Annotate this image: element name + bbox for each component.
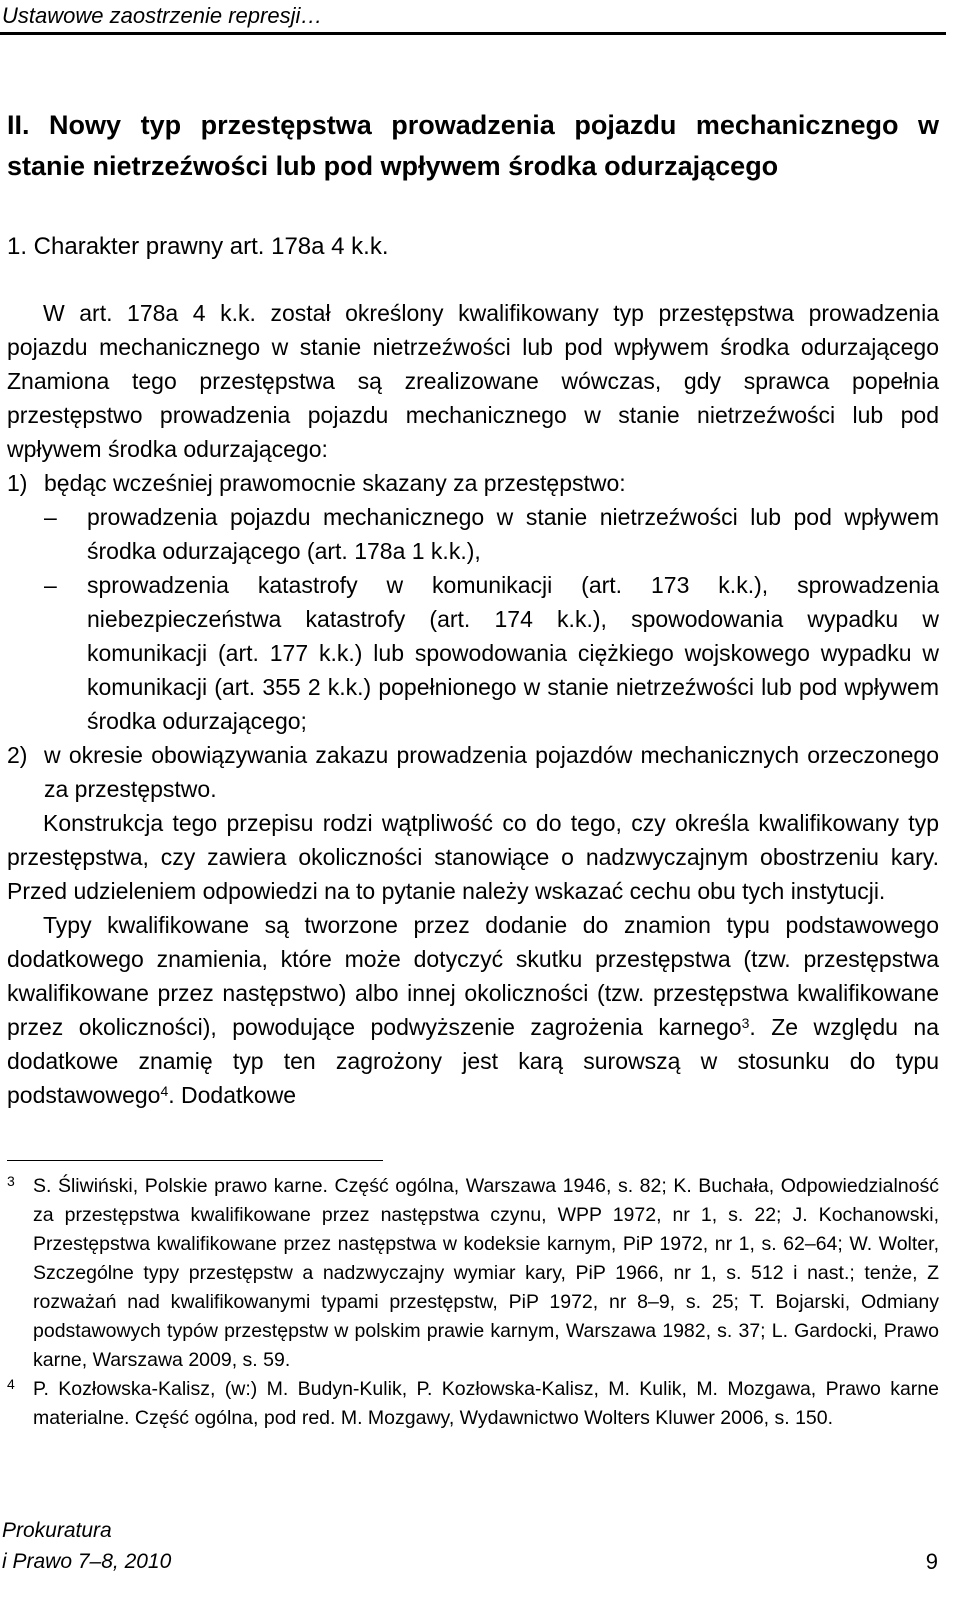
main-content — [7, 105, 939, 1112]
footnote-ref-4[interactable]: 4 — [160, 1083, 169, 1099]
paragraph-3-part1: Typy kwalifikowane są tworzone przez dodanie do znamion typu podstawowego dodatkowego znamienia, które może dotyczyć skutku przestępstwa (tzw. przestępstwa kwalifikowane przez następstwo) albo innej okoliczności (tzw. przestępstwa kwalifikowane przez okoliczności), powodujące podwyższenie zagrożenia karnego — [7, 912, 939, 1040]
section-title: II. Nowy typ przestępstwa prowadzenia pojazdu mechanicznego w stanie nietrzeźwości lub pod wpływem środka odurzającego — [7, 110, 939, 181]
journal-name — [2, 1515, 171, 1577]
footnote-number: 4 — [7, 1376, 15, 1392]
sub-list-item-text: prowadzenia pojazdu mechanicznego w stanie nietrzeźwości lub pod wpływem środka odurzającego (art. 178a 1 k.k.), — [87, 504, 939, 564]
journal-line-1: Prokuratura — [2, 1519, 112, 1542]
paragraph-3-part2: . Ze względu na dodatkowe znamię typ ten zagrożony jest karą surowszą w stosunku do typu podstawowego — [7, 1014, 939, 1108]
intro-paragraph: W art. 178a 4 k.k. został określony kwalifikowany typ przestępstwa prowadzenia pojazdu mechanicznego w stanie nietrzeźwości lub pod wpływem środka odurzającego Znamiona tego przestępstwa są zrealizowane wówczas, gdy sprawca popełnia przestępstwo prowadzenia pojazdu mechanicznego w stanie nietrzeźwości lub pod wpływem środka odurzającego: — [7, 300, 939, 462]
footnote-text: P. Kozłowska-Kalisz, (w:) M. Budyn-Kulik, P. Kozłowska-Kalisz, M. Kulik, M. Mozgawa, Prawo karne materialne. Część ogólna, pod red. M. Mozgawy, Wydawnictwo Wolters Kluwer 2006, s. 150. — [33, 1378, 939, 1429]
footnote-ref-3[interactable]: 3 — [741, 1015, 750, 1031]
subsection-title: 1. Charakter prawny art. 178a 4 k.k. — [7, 233, 389, 260]
list-item-text: będąc wcześniej prawomocnie skazany za przestępstwo: — [44, 470, 626, 496]
list-item-marker: 1) — [7, 470, 28, 496]
list-item-2 — [7, 738, 939, 806]
list-item-1 — [7, 466, 939, 500]
page-number: 9 — [925, 1549, 938, 1574]
running-head-text: Ustawowe zaostrzenie represji… — [2, 3, 323, 28]
page-footer — [0, 1515, 946, 1595]
journal-line-2: i Prawo 7–8, 2010 — [2, 1550, 172, 1573]
list-item-marker: 2) — [7, 742, 28, 768]
footnote-separator — [7, 1160, 383, 1161]
footnote-number: 3 — [7, 1173, 15, 1189]
footnotes — [7, 1172, 939, 1433]
body-text — [7, 296, 939, 1112]
footnote-4 — [7, 1375, 939, 1433]
footnote-text: S. Śliwiński, Polskie prawo karne. Część ogólna, Warszawa 1946, s. 82; K. Buchała, Odpowiedzialność za przestępstwa kwalifikowane przez następstwa czynu, WPP 1972, nr 1, s. 22; J. Kochanowski, Przestępstwa kwalifikowane przez następstwa w kodeksie karnym, PiP 1972, nr 1, s. 62–64; W. Wolter, Szczególne typy przestępstw a nadzwyczajny wymiar kary, PiP 1966, nr 1, s. 512 i nast.; tenże, Z rozważań nad kwalifikowanymi typami przestępstw, PiP 1972, nr 8–9, s. 25; T. Bojarski, Odmiany podstawowych typów przestępstw w polskim prawie karnym, Warszawa 1982, s. 37; L. Gardocki, Prawo karne, Warszawa 2009, s. 59. — [33, 1175, 939, 1371]
running-head — [0, 2, 946, 35]
sub-list-item-text: sprowadzenia katastrofy w komunikacji (art. 173 k.k.), sprowadzenia niebezpieczeństwa katastrofy (art. 174 k.k.), spowodowania wypadku w komunikacji (art. 177 k.k.) lub spowodowania ciężkiego wojskowego wypadku w komunikacji (art. 355 2 k.k.) popełnionego w stanie nietrzeźwości lub pod wpływem środka odurzającego; — [87, 572, 939, 734]
paragraph-3-part3: . Dodatkowe — [168, 1082, 297, 1108]
footnote-3 — [7, 1172, 939, 1375]
sub-list-item-2 — [44, 568, 939, 738]
dash-marker: – — [44, 504, 57, 530]
paragraph-3 — [7, 908, 939, 1112]
dash-marker: – — [44, 572, 57, 598]
paragraph-2: Konstrukcja tego przepisu rodzi wątpliwość co do tego, czy określa kwalifikowany typ przestępstwa, czy zawiera okoliczności stanowiące o nadzwyczajnym obostrzeniu kary. Przed udzieleniem odpowiedzi na to pytanie należy wskazać cechu obu tych instytucji. — [7, 810, 939, 904]
sub-list-item-1 — [44, 500, 939, 568]
list-item-text: w okresie obowiązywania zakazu prowadzenia pojazdów mechanicznych orzeczonego za przestępstwo. — [44, 742, 939, 802]
